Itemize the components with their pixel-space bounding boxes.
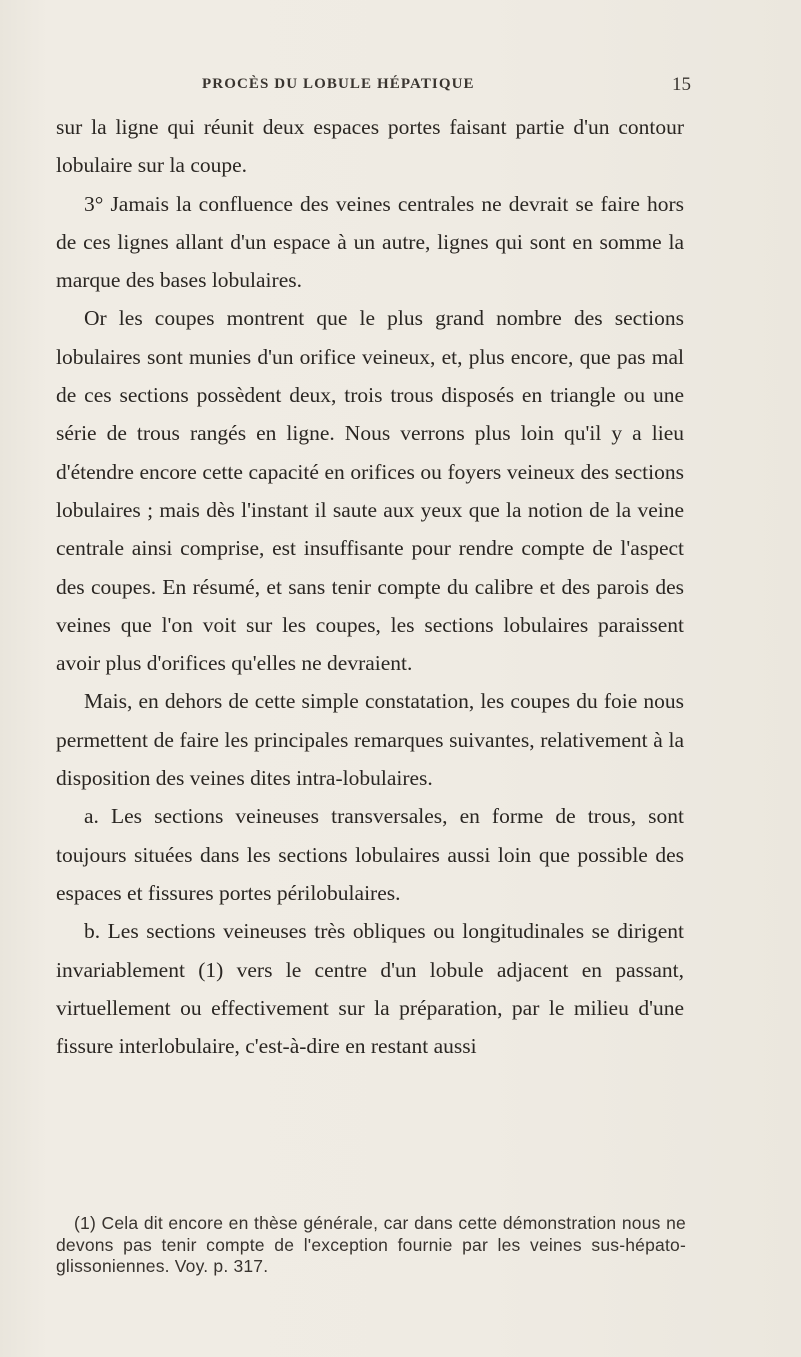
paragraph-continuation: sur la ligne qui réunit deux espaces portes faisant partie d'un contour lobulaire sur la coupe. <box>56 115 684 178</box>
paragraph-remark-a: a. Les sections veineuses transversales, en forme de trous, sont toujours situées dans les sections lobulaires aussi loin que possible des espaces et fissures portes périlobulaires. <box>56 804 684 905</box>
running-head: PROCÈS DU LOBULE HÉPATIQUE <box>202 76 475 92</box>
paragraph-observation: Or les coupes montrent que le plus grand nombre des sections lobulaires sont munies d'un orifice veineux, et, plus encore, que pas mal de ces sections possèdent deux, trois trous disposés en triangle ou une série de trous rangés en ligne. Nous verrons plus loin qu'il y a lieu d'étendre encore cette capacité en orifices ou foyers veineux des sections lobulaires ; mais dès l'instant il saute aux yeux que la notion de la veine centrale ainsi comprise, est insuffisante pour rendre compte de l'aspect des coupes. En résumé, et sans tenir compte du calibre et des parois des veines que l'on voit sur les coupes, les sections lobulaires paraissent avoir plus d'orifices qu'elles ne devraient. <box>56 306 684 676</box>
paragraph-remarks-intro: Mais, en dehors de cette simple constatation, les coupes du foie nous permettent de faire les principales remarques suivantes, relativement à la disposition des veines dites intra-lobulaires. <box>56 689 684 791</box>
footnote <box>56 1213 686 1278</box>
footnote-text: (1) Cela dit encore en thèse générale, car dans cette démonstration nous ne devons pas tenir compte de l'exception fournie par les veines sus-hépato-glissoniennes. Voy. p. 317. <box>56 1213 686 1276</box>
paragraph-remark-b: b. Les sections veineuses très obliques ou longitudinales se dirigent invariablement (1) vers le centre d'un lobule adjacent en passant, virtuellement ou effectivement sur la préparation, par le milieu d'une fissure interlobulaire, c'est-à-dire en restant aussi <box>56 919 684 1059</box>
body-text <box>56 108 684 1065</box>
paragraph-point-3: 3° Jamais la confluence des veines centrales ne devrait se faire hors de ces lignes allant d'un espace à un autre, lignes qui sont en somme la marque des bases lobulaires. <box>56 191 684 293</box>
page-header <box>0 76 801 100</box>
page-number: 15 <box>672 74 691 95</box>
